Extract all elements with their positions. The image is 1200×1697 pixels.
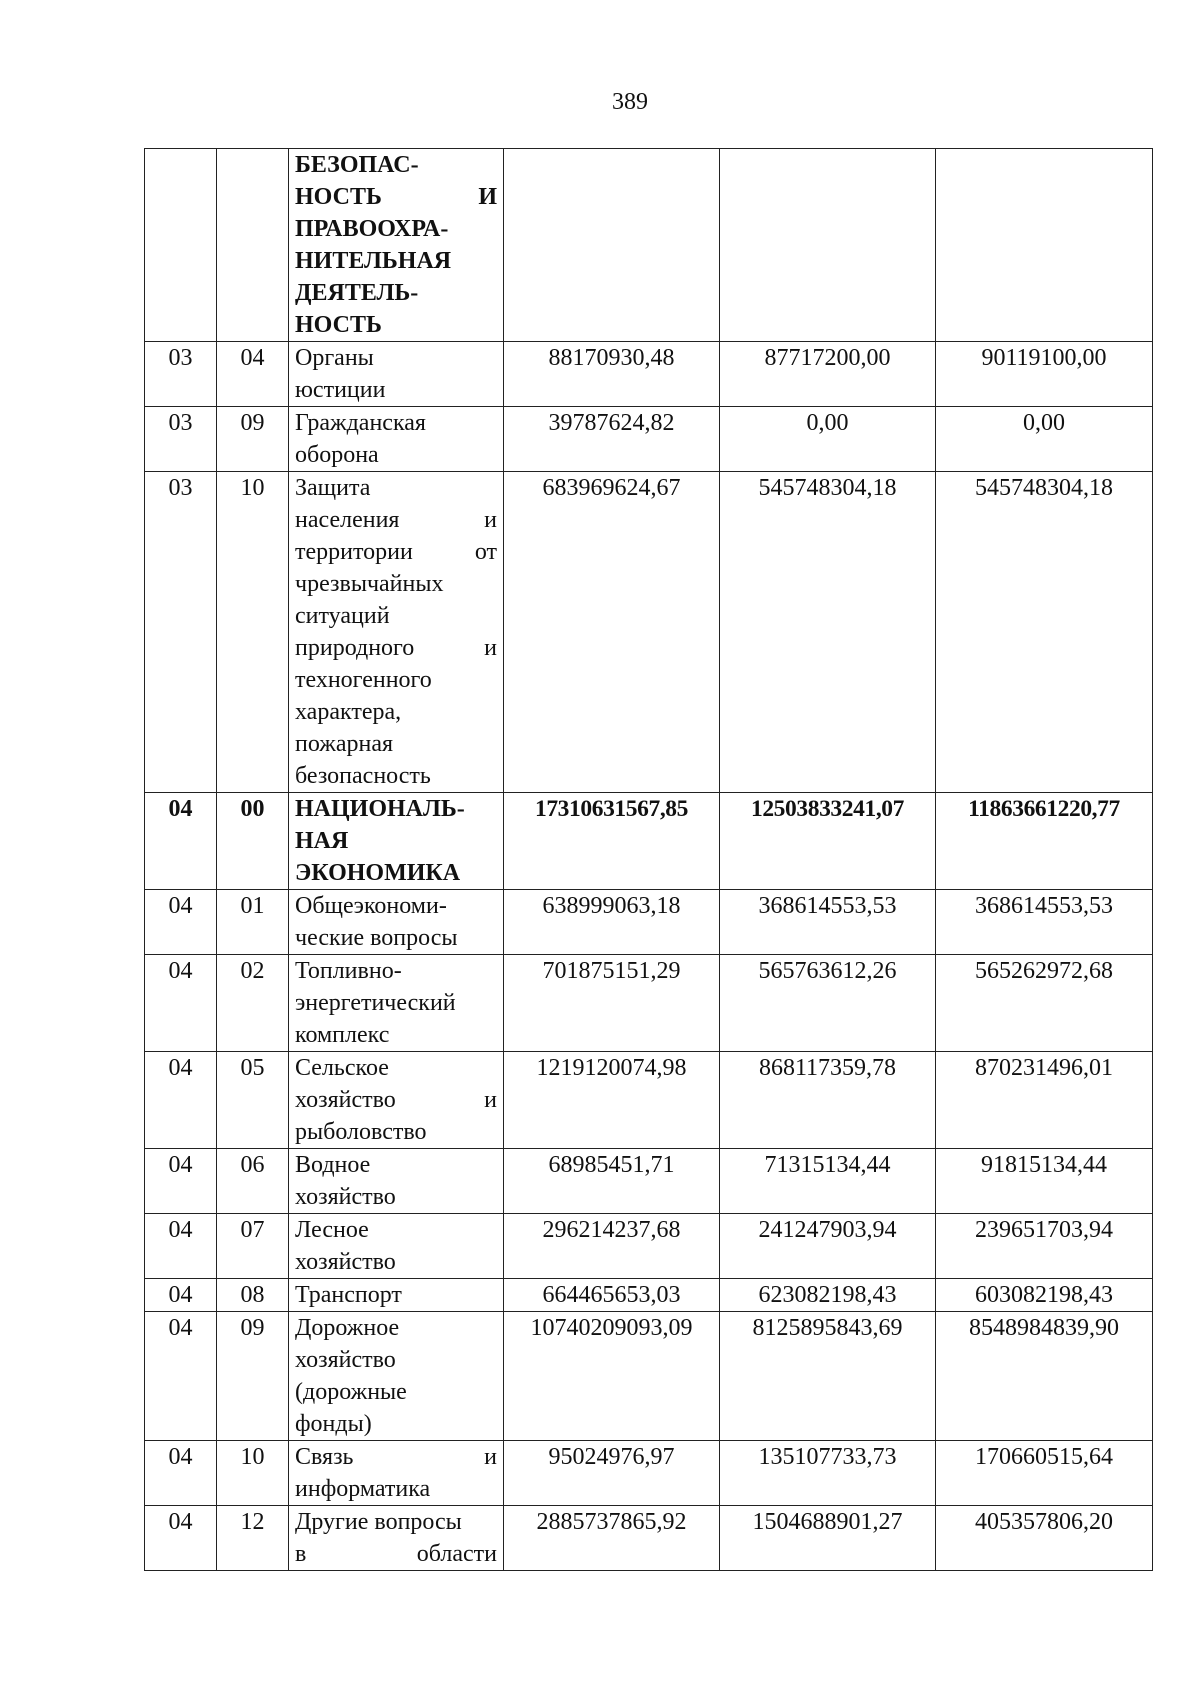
item-name — [289, 955, 504, 1052]
name-line: хозяйство — [295, 1249, 396, 1275]
subsection-code: 05 — [217, 1052, 289, 1149]
amount-col-1: 10740209093,09 — [504, 1312, 720, 1441]
section-code: 04 — [145, 1312, 217, 1441]
name-line: НАЦИОНАЛЬ- — [295, 796, 465, 822]
amount-col-3: 11863661220,77 — [936, 793, 1153, 890]
name-line: НОСТЬ — [295, 312, 382, 338]
item-name — [289, 342, 504, 407]
table-row — [145, 955, 1153, 1052]
item-name — [289, 1312, 504, 1441]
subsection-code — [217, 149, 289, 342]
subsection-code: 10 — [217, 1441, 289, 1506]
name-line: юстиции — [295, 377, 386, 403]
table-row — [145, 1441, 1153, 1506]
name-word: от — [474, 539, 497, 565]
subsection-code: 06 — [217, 1149, 289, 1214]
subsection-code: 02 — [217, 955, 289, 1052]
subsection-code: 07 — [217, 1214, 289, 1279]
page-number: 389 — [612, 89, 648, 115]
amount-col-1: 683969624,67 — [504, 472, 720, 793]
amount-col-1: 701875151,29 — [504, 955, 720, 1052]
amount-col-2: 545748304,18 — [720, 472, 936, 793]
name-line: комплекс — [295, 1022, 390, 1048]
item-name — [289, 407, 504, 472]
name-line: ДЕЯТЕЛЬ- — [295, 280, 419, 306]
amount-col-2: 368614553,53 — [720, 890, 936, 955]
section-code: 04 — [145, 1279, 217, 1312]
amount-col-2: 868117359,78 — [720, 1052, 936, 1149]
amount-col-1: 39787624,82 — [504, 407, 720, 472]
name-word: и — [484, 507, 497, 533]
name-line-justified — [295, 632, 497, 664]
item-name — [289, 1052, 504, 1149]
table-row — [145, 890, 1153, 955]
amount-col-1: 1219120074,98 — [504, 1052, 720, 1149]
amount-col-3: 90119100,00 — [936, 342, 1153, 407]
amount-col-1: 664465653,03 — [504, 1279, 720, 1312]
section-code: 03 — [145, 342, 217, 407]
name-line: ПРАВООХРА- — [295, 216, 449, 242]
amount-col-1: 88170930,48 — [504, 342, 720, 407]
name-line: Водное — [295, 1152, 371, 1178]
name-line: Защита — [295, 475, 371, 501]
name-line: оборона — [295, 442, 379, 468]
name-line: фонды) — [295, 1411, 372, 1437]
name-line-justified — [295, 1441, 497, 1473]
subsection-code: 12 — [217, 1506, 289, 1571]
amount-col-1: 638999063,18 — [504, 890, 720, 955]
name-word: и — [484, 1444, 497, 1470]
section-code: 04 — [145, 955, 217, 1052]
name-line: техногенного — [295, 667, 432, 693]
amount-col-3: 0,00 — [936, 407, 1153, 472]
amount-col-1: 296214237,68 — [504, 1214, 720, 1279]
name-line: (дорожные — [295, 1379, 407, 1405]
amount-col-1: 2885737865,92 — [504, 1506, 720, 1571]
name-word: и — [484, 635, 497, 661]
name-line: безопасность — [295, 763, 431, 789]
name-word: области — [416, 1541, 497, 1567]
section-code: 04 — [145, 1052, 217, 1149]
amount-col-2: 87717200,00 — [720, 342, 936, 407]
name-line: Сельское — [295, 1055, 389, 1081]
table-row — [145, 1214, 1153, 1279]
section-code: 04 — [145, 890, 217, 955]
name-line: хозяйство — [295, 1184, 396, 1210]
name-word: природного — [295, 635, 415, 661]
name-word: НОСТЬ — [295, 184, 382, 210]
name-line: рыболовство — [295, 1119, 427, 1145]
item-name — [289, 1506, 504, 1571]
name-word: населения — [295, 507, 400, 533]
table-row — [145, 149, 1153, 342]
section-code: 04 — [145, 1149, 217, 1214]
name-line-justified — [295, 1538, 497, 1570]
name-line: Топливно- — [295, 958, 402, 984]
item-name — [289, 890, 504, 955]
name-line: ческие вопросы — [295, 925, 458, 951]
name-line: чрезвычайных — [295, 571, 444, 597]
subsection-code: 01 — [217, 890, 289, 955]
table-row — [145, 1149, 1153, 1214]
name-line-justified — [295, 504, 497, 536]
item-name — [289, 1279, 504, 1312]
amount-col-2: 8125895843,69 — [720, 1312, 936, 1441]
amount-col-3: 565262972,68 — [936, 955, 1153, 1052]
amount-col-3: 405357806,20 — [936, 1506, 1153, 1571]
amount-col-2 — [720, 149, 936, 342]
subsection-code: 04 — [217, 342, 289, 407]
name-word: хозяйство — [295, 1087, 396, 1113]
amount-col-2: 623082198,43 — [720, 1279, 936, 1312]
table-row — [145, 1052, 1153, 1149]
amount-col-2: 565763612,26 — [720, 955, 936, 1052]
section-code — [145, 149, 217, 342]
name-line: ЭКОНОМИКА — [295, 860, 461, 886]
budget-table — [144, 148, 1153, 1571]
table-row — [145, 793, 1153, 890]
item-name — [289, 793, 504, 890]
name-line: информатика — [295, 1476, 431, 1502]
amount-col-3: 603082198,43 — [936, 1279, 1153, 1312]
name-line: Общеэкономи- — [295, 893, 447, 919]
amount-col-2: 0,00 — [720, 407, 936, 472]
amount-col-3: 545748304,18 — [936, 472, 1153, 793]
item-name — [289, 472, 504, 793]
name-word: и — [484, 1087, 497, 1113]
section-code: 04 — [145, 1214, 217, 1279]
amount-col-2: 1504688901,27 — [720, 1506, 936, 1571]
name-line: Другие вопросы — [295, 1509, 462, 1535]
subsection-code: 09 — [217, 407, 289, 472]
item-name — [289, 1441, 504, 1506]
amount-col-2: 241247903,94 — [720, 1214, 936, 1279]
section-code: 04 — [145, 793, 217, 890]
amount-col-2: 12503833241,07 — [720, 793, 936, 890]
name-line: хозяйство — [295, 1347, 396, 1373]
table-row — [145, 472, 1153, 793]
subsection-code: 09 — [217, 1312, 289, 1441]
amount-col-2: 135107733,73 — [720, 1441, 936, 1506]
name-line: НИТЕЛЬНАЯ — [295, 248, 452, 274]
section-code: 04 — [145, 1506, 217, 1571]
section-code: 03 — [145, 472, 217, 793]
name-line: ситуаций — [295, 603, 390, 629]
item-name — [289, 149, 504, 342]
amount-col-1: 17310631567,85 — [504, 793, 720, 890]
amount-col-3: 368614553,53 — [936, 890, 1153, 955]
subsection-code: 08 — [217, 1279, 289, 1312]
amount-col-1: 95024976,97 — [504, 1441, 720, 1506]
name-line: пожарная — [295, 731, 394, 757]
table-row — [145, 342, 1153, 407]
amount-col-1 — [504, 149, 720, 342]
item-name — [289, 1214, 504, 1279]
subsection-code: 10 — [217, 472, 289, 793]
amount-col-2: 71315134,44 — [720, 1149, 936, 1214]
name-word: И — [478, 184, 497, 210]
amount-col-3: 170660515,64 — [936, 1441, 1153, 1506]
name-line: Лесное — [295, 1217, 369, 1243]
item-name — [289, 1149, 504, 1214]
section-code: 03 — [145, 407, 217, 472]
name-line: БЕЗОПАС- — [295, 152, 419, 178]
amount-col-3: 91815134,44 — [936, 1149, 1153, 1214]
name-line: Дорожное — [295, 1315, 400, 1341]
name-line: Гражданская — [295, 410, 426, 436]
table-row — [145, 407, 1153, 472]
name-line-justified — [295, 1084, 497, 1116]
amount-col-3: 8548984839,90 — [936, 1312, 1153, 1441]
amount-col-1: 68985451,71 — [504, 1149, 720, 1214]
amount-col-3: 870231496,01 — [936, 1052, 1153, 1149]
name-line-justified — [295, 181, 497, 213]
table-row — [145, 1506, 1153, 1571]
name-line: характера, — [295, 699, 402, 725]
name-line: НАЯ — [295, 828, 349, 854]
subsection-code: 00 — [217, 793, 289, 890]
name-line: Транспорт — [295, 1282, 402, 1308]
amount-col-3: 239651703,94 — [936, 1214, 1153, 1279]
name-word: в — [295, 1541, 307, 1567]
amount-col-3 — [936, 149, 1153, 342]
table-row — [145, 1279, 1153, 1312]
section-code: 04 — [145, 1441, 217, 1506]
name-word: Связь — [295, 1444, 354, 1470]
name-line: энергетический — [295, 990, 456, 1016]
table-row — [145, 1312, 1153, 1441]
name-word: территории — [295, 539, 413, 565]
name-line: Органы — [295, 345, 374, 371]
name-line-justified — [295, 536, 497, 568]
